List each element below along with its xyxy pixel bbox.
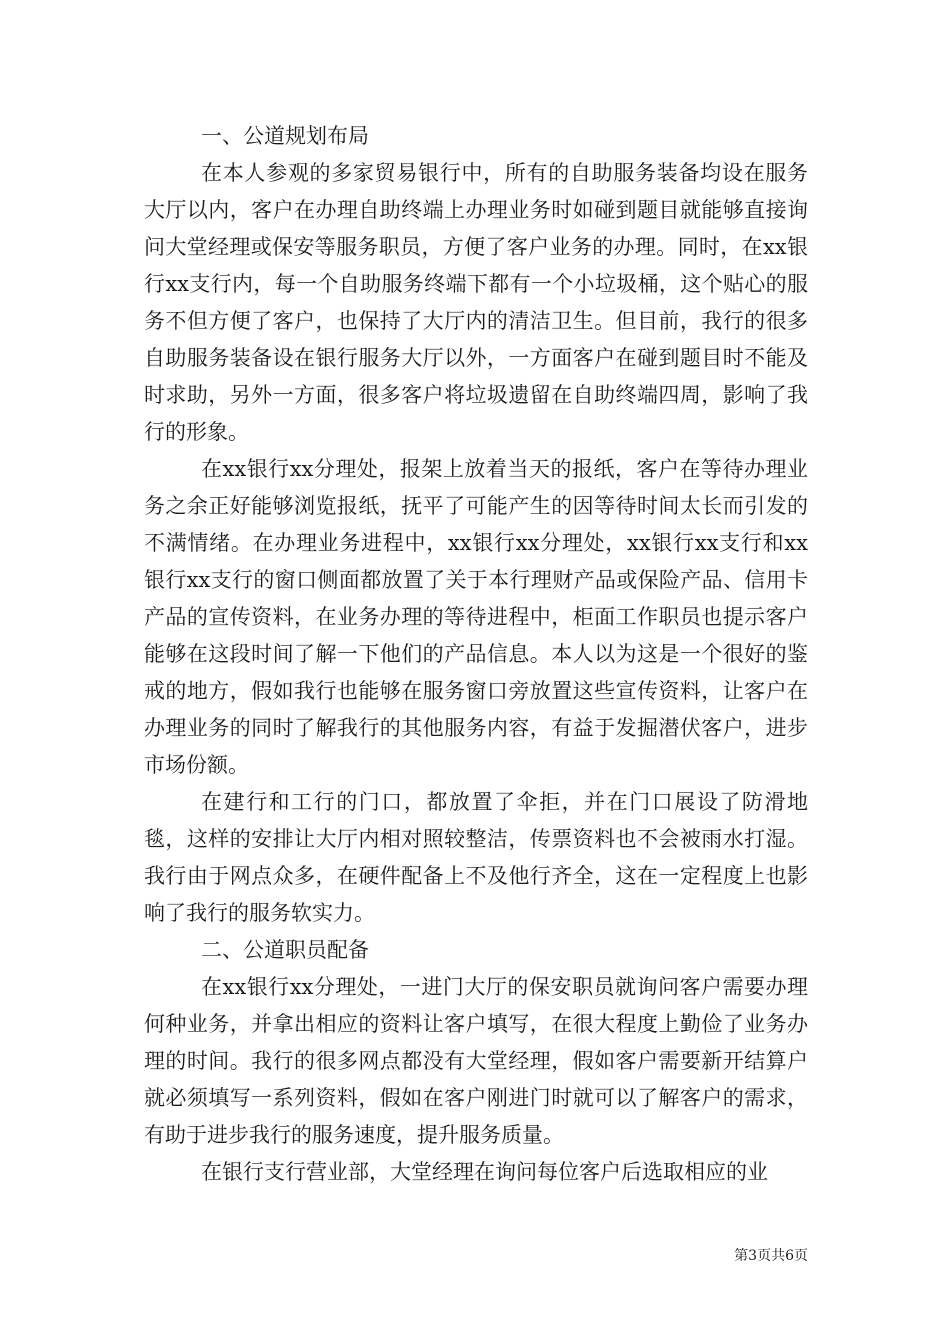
body-paragraph: 在xx银行xx分理处，一进门大厅的保安职员就询问客户需要办理何种业务，并拿出相应的资料让客户填写，在很大程度上勤俭了业务办理的时间。我行的很多网点都没有大堂经理，假如客户需要新开结算户就必须填写一系列资料，假如在客户刚进门时就可以了解客户的需求，有助于进步我行的服务速度，提升服务质量。: [144, 975, 808, 1147]
body-paragraph: 在银行支行营业部，大堂经理在询问每位客户后选取相应的业: [201, 1160, 768, 1184]
body-paragraph: 在本人参观的多家贸易银行中，所有的自助服务装备均设在服务大厅以内，客户在办理自助终端上办理业务时如碰到题目就能够直接询问大堂经理或保安等服务职员，方便了客户业务的办理。同时，在xx银行xx支行内，每一个自助服务终端下都有一个小垃圾桶，这个贴心的服务不但方便了客户，也保持了大厅内的清洁卫生。但目前，我行的很多自助服务装备设在银行服务大厅以外，一方面客户在碰到题目时不能及时求助，另外一方面，很多客户将垃圾遗留在自助终端四周，影响了我行的形象。: [144, 161, 808, 444]
section-heading: 二、公道职员配备: [201, 938, 369, 962]
section-heading: 一、公道规划布局: [201, 124, 369, 148]
document-body: [144, 118, 808, 1191]
body-paragraph: 在建行和工行的门口，都放置了伞拒，并在门口展设了防滑地毯，这样的安排让大厅内相对照较整洁，传票资料也不会被雨水打湿。我行由于网点众多，在硬件配备上不及他行齐全，这在一定程度上也影响了我行的服务软实力。: [144, 790, 808, 925]
body-paragraph: 在xx银行xx分理处，报架上放着当天的报纸，客户在等待办理业务之余正好能够浏览报纸，抚平了可能产生的因等待时间太长而引发的不满情绪。在办理业务进程中，xx银行xx分理处，xx银行xx支行和xx银行xx支行的窗口侧面都放置了关于本行理财产品或保险产品、信用卡产品的宣传资料，在业务办理的等待进程中，柜面工作职员也提示客户能够在这段时间了解一下他们的产品信息。本人以为这是一个很好的鉴戒的地方，假如我行也能够在服务窗口旁放置这些宣传资料，让客户在办理业务的同时了解我行的其他服务内容，有益于发掘潜伏客户，进步市场份额。: [144, 457, 808, 777]
page-number-footer: 第3页共6页: [734, 1248, 808, 1264]
